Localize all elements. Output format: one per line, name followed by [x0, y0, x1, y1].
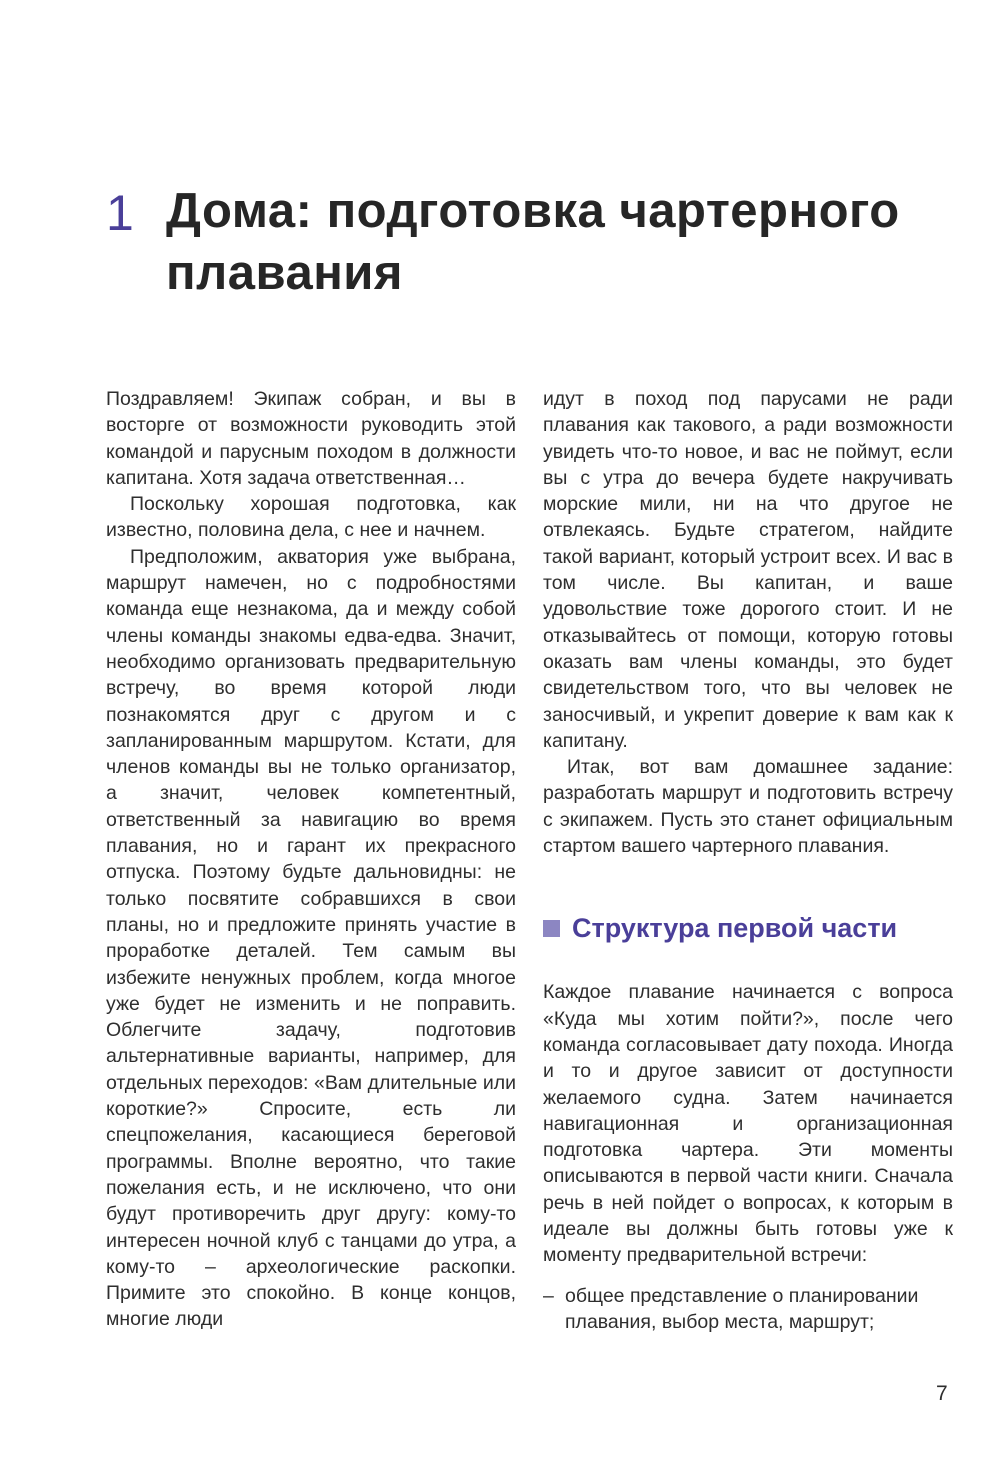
dash-bullet: –: [543, 1284, 554, 1307]
list-item: [543, 1283, 953, 1336]
paragraph: Поздравляем! Экипаж собран, и вы в восторге от возможности руководить этой командой и парусным походом в должности капитана. Хотя задача ответственная…: [106, 388, 516, 489]
paragraph: Каждое плавание начинается с вопроса «Куда мы хотим пойти?», после чего команда согласовывает дату похода. Иногда и то и другое зависит от доступности желаемого судна. Затем начинается навигационная и организационная подготовка чартера. Эти моменты описываются в первой части книги. Сначала речь в ней пойдет о вопросах, к которым в идеале вы должны быть готовы уже к моменту предварительной встречи:: [543, 981, 953, 1267]
list-item-text: общее представление о планировании плавания, выбор места, маршрут;: [565, 1284, 919, 1333]
left-column: [106, 386, 516, 1333]
page-number: 7: [936, 1382, 948, 1405]
section-heading-text: Структура первой части: [572, 913, 898, 944]
paragraph: идут в поход под парусами не ради плавания как такового, а ради возможности увидеть что-то новое, и вас не поймут, если вы с утра до вечера будете накручивать морские мили, ни на что другое не отвлекаясь. Будьте стратегом, найдите такой вариант, который устроит всех. И вас в том числе. Вы капитан, и ваше удовольствие тоже дорогого стоит. И не отказывайтесь от помощи, которую готовы оказать вам члены команды, это будет свидетельством того, что вы человек не заносчивый, и укрепит доверие к вам как к капитану.: [543, 388, 953, 752]
right-column: [543, 386, 953, 1335]
section-heading: [543, 911, 953, 945]
paragraph: Поскольку хорошая подготовка, как известно, половина дела, с нее и начнем.: [106, 493, 516, 542]
chapter-number: 1: [106, 185, 134, 241]
paragraph: Предположим, акватория уже выбрана, маршрут намечен, но с подробностями команда еще незнакома, да и между собой члены команды знакомы едва-едва. Значит, необходимо организовать предварительную встречу, во время которой люди познакомятся друг с другом и с запланированным маршрутом. Кстати, для членов команды вы не только организатор, а значит, человек компетентный, ответственный за навигацию во время плавания, но и гарант их прекрасного отпуска. Поэтому будьте дальновидны: не только посвятите собравшихся в свои планы, но и предложите принять участие в проработке деталей. Тем самым вы избежите ненужных проблем, когда многое уже будет не изменить и не поправить. Облегчите задачу, подготовив альтернативные варианты, например, для отдельных переходов: «Вам длительные или короткие?» Спросите, есть ли спецпожелания, касающиеся береговой программы. Вполне вероятно, что такие пожелания есть, и не исключено, что они будут противоречить друг другу: кому-то интересен ночной клуб с танцами до утра, а кому-то – археологические раскопки. Примите это спокойно. В конце концов, многие люди: [106, 545, 516, 1331]
chapter-title: Дома: подготовка чартерного плавания: [166, 184, 900, 300]
square-bullet-icon: [543, 920, 560, 937]
paragraph: Итак, вот вам домашнее задание: разработать маршрут и подготовить встречу с экипажем. Пусть это станет официальным стартом вашего чартерного плавания.: [543, 756, 953, 858]
